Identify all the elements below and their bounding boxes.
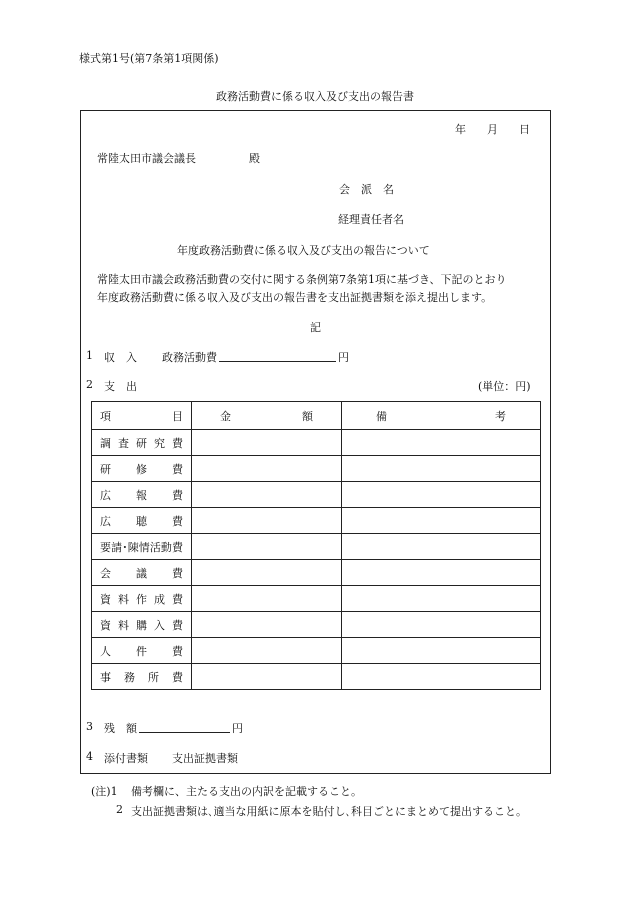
form-number: 様式第1号(第7条第1項関係) [79, 52, 219, 65]
income-unit: 円 [338, 351, 349, 364]
table-row [92, 664, 541, 690]
header-amount [192, 402, 342, 430]
table-row [92, 534, 541, 560]
date-year: 年 [455, 123, 466, 136]
remarks-cell[interactable] [342, 534, 541, 560]
amount-cell[interactable] [192, 560, 342, 586]
header-amount-char-2: 額 [302, 409, 313, 423]
header-remarks-char-1: 備 [376, 409, 387, 423]
table-row [92, 638, 541, 664]
balance-label: 残 額 [104, 722, 137, 735]
accountant-label: 経理責任者名 [338, 213, 404, 226]
amount-cell[interactable] [192, 456, 342, 482]
note-1: 備考欄に、主たる支出の内訳を記載すること。 [131, 785, 362, 798]
body-line-1: 常陸太田市議会政務活動費の交付に関する条例第7条第1項に基づき、下記のとおり [97, 273, 507, 286]
faction-label: 会 派 名 [339, 183, 394, 196]
header-amount-char-1: 金 [220, 409, 231, 423]
amount-cell[interactable] [192, 534, 342, 560]
balance-number: 3 [86, 720, 93, 733]
date-day: 日 [519, 123, 530, 136]
row-label [92, 482, 192, 508]
income-label: 収 入 [104, 351, 137, 364]
row-label [92, 430, 192, 456]
note-2-number: 2 [116, 803, 123, 816]
amount-cell[interactable] [192, 638, 342, 664]
table-row [92, 560, 541, 586]
header-remarks-char-2: 考 [495, 409, 506, 423]
attachments-number: 4 [86, 750, 93, 763]
header-remarks [342, 402, 541, 430]
remarks-cell[interactable] [342, 560, 541, 586]
amount-cell[interactable] [192, 586, 342, 612]
amount-cell[interactable] [192, 612, 342, 638]
row-label [92, 638, 192, 664]
row-label [92, 560, 192, 586]
note-prefix: (注)1 [91, 785, 118, 798]
report-subject: 年度政務活動費に係る収入及び支出の報告について [177, 244, 430, 257]
header-item-char-1: 項 [100, 409, 111, 423]
date-month: 月 [487, 123, 498, 136]
income-amount-line [219, 361, 336, 362]
income-item: 政務活動費 [162, 351, 217, 364]
row-label [92, 508, 192, 534]
row-label [92, 456, 192, 482]
addressee-honorific: 殿 [249, 152, 260, 165]
expense-unit-note: (単位：円) [478, 380, 531, 393]
row-label-text: 広報費 [100, 488, 183, 502]
balance-amount-line [139, 732, 230, 733]
balance-unit: 円 [232, 722, 243, 735]
table-row [92, 482, 541, 508]
amount-cell[interactable] [192, 482, 342, 508]
income-number: 1 [86, 349, 93, 362]
header-item [92, 402, 192, 430]
row-label-text: 研修費 [100, 462, 183, 476]
table-row [92, 612, 541, 638]
attachments-label: 添付書類 [104, 752, 148, 765]
remarks-cell[interactable] [342, 612, 541, 638]
header-item-char-2: 目 [172, 409, 183, 423]
row-label-text: 人件費 [100, 644, 183, 658]
remarks-cell[interactable] [342, 586, 541, 612]
row-label-text: 広聴費 [100, 514, 183, 528]
remarks-cell[interactable] [342, 430, 541, 456]
row-label-text: 要請･陳情活動費 [100, 540, 183, 554]
row-label-text: 事務所費 [100, 670, 183, 684]
row-label [92, 612, 192, 638]
row-label [92, 664, 192, 690]
document-title: 政務活動費に係る収入及び支出の報告書 [216, 90, 414, 103]
table-row [92, 456, 541, 482]
row-label [92, 586, 192, 612]
remarks-cell[interactable] [342, 664, 541, 690]
remarks-cell[interactable] [342, 508, 541, 534]
remarks-cell[interactable] [342, 456, 541, 482]
remarks-cell[interactable] [342, 638, 541, 664]
remarks-cell[interactable] [342, 482, 541, 508]
row-label-text: 会議費 [100, 566, 183, 580]
amount-cell[interactable] [192, 430, 342, 456]
ki-heading: 記 [310, 321, 321, 334]
row-label [92, 534, 192, 560]
expense-label: 支 出 [104, 380, 137, 393]
addressee-name: 常陸太田市議会議長 [97, 152, 196, 165]
table-row [92, 430, 541, 456]
attachments-value: 支出証拠書類 [172, 752, 238, 765]
amount-cell[interactable] [192, 664, 342, 690]
body-line-2: 年度政務活動費に係る収入及び支出の報告書を支出証拠書類を添え提出します。 [97, 291, 493, 304]
table-row [92, 508, 541, 534]
table-row [92, 586, 541, 612]
row-label-text: 資料購入費 [100, 618, 183, 632]
amount-cell[interactable] [192, 508, 342, 534]
expense-number: 2 [86, 378, 93, 391]
expense-table [91, 401, 541, 690]
row-label-text: 資料作成費 [100, 592, 183, 606]
table-header-row [92, 402, 541, 430]
note-2: 支出証拠書類は､適当な用紙に原本を貼付し､科目ごとにまとめて提出すること。 [131, 805, 527, 818]
row-label-text: 調査研究費 [100, 436, 183, 450]
